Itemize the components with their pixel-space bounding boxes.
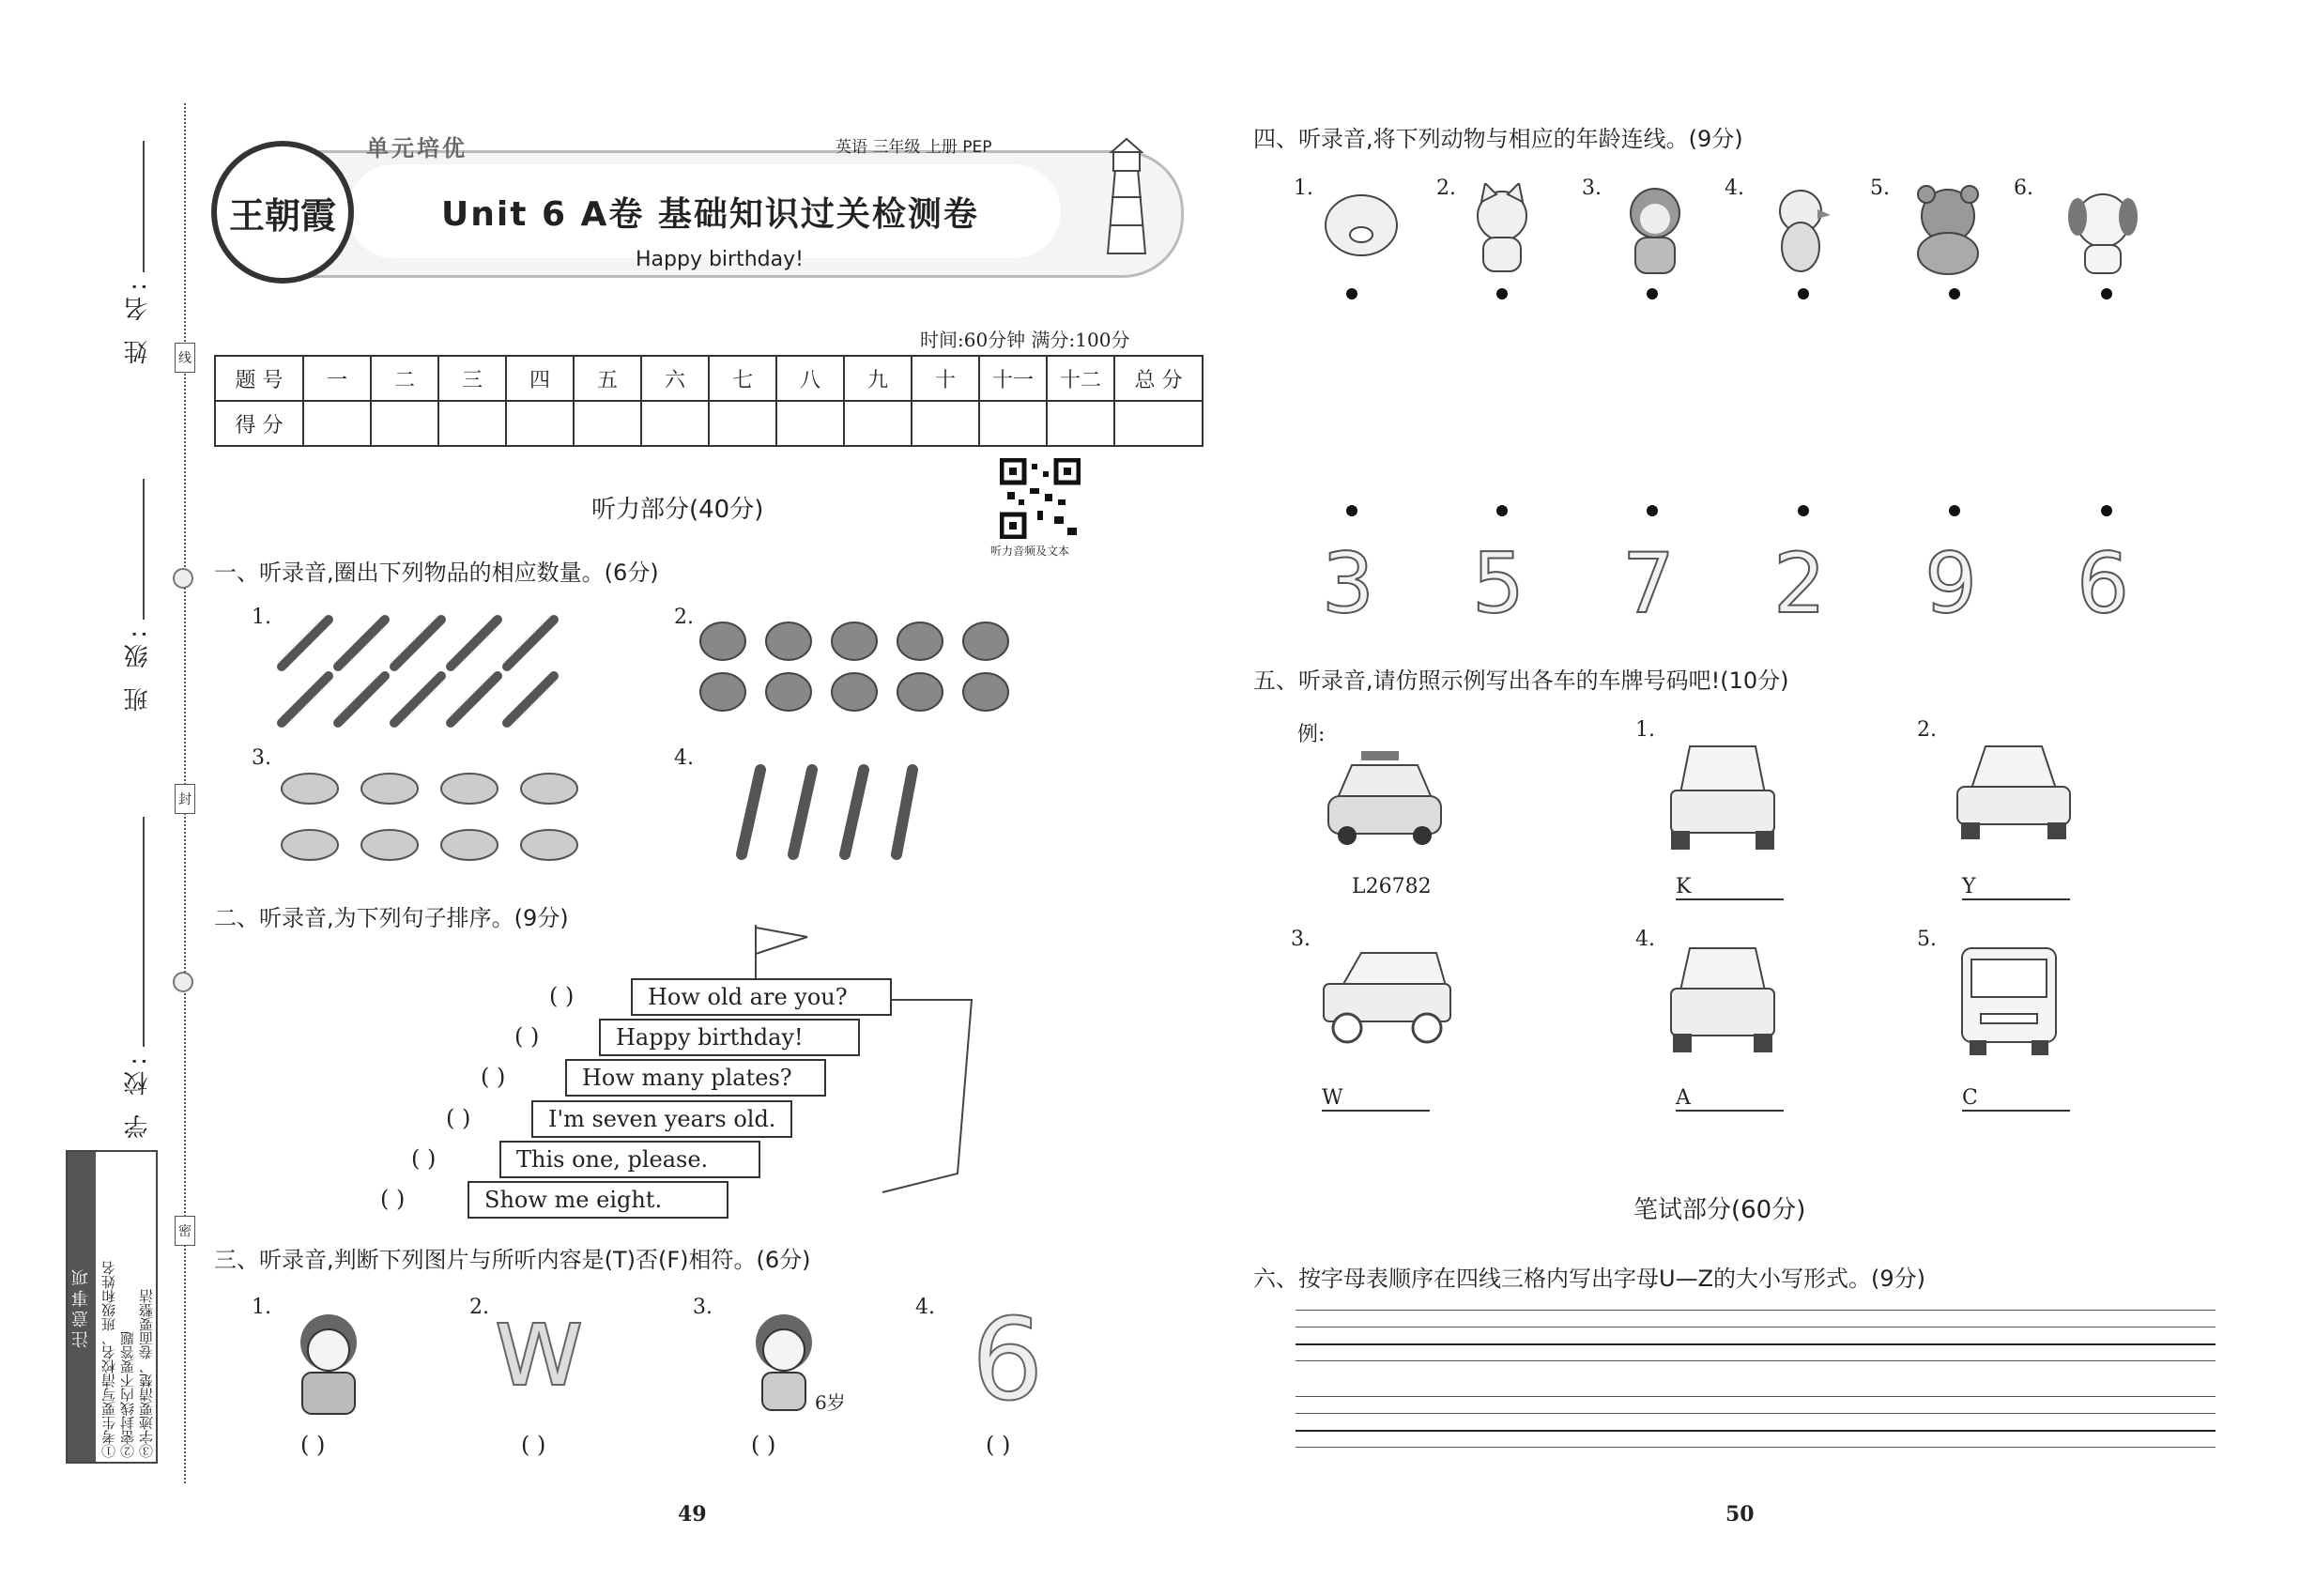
bus-icon [1953, 939, 2065, 1061]
pig-icon [1319, 183, 1403, 277]
pencils-icon[interactable] [272, 610, 563, 732]
q5-num-3: 3. [1291, 928, 1311, 951]
table-cell: 十 [912, 356, 979, 401]
tag-line: 线 [175, 343, 195, 373]
jeep-icon [1662, 742, 1784, 854]
bear-icon [1906, 183, 1990, 277]
candle-5: 5 [1472, 535, 1525, 632]
plate-input-3[interactable]: W [1322, 1086, 1430, 1112]
table-cell: 三 [438, 356, 506, 401]
q4-bottom-dot[interactable] [1798, 505, 1809, 516]
score-input-cell[interactable] [709, 401, 776, 446]
q3-heading: 三、听录音,判断下列图片与所听内容是(T)否(F)相符。(6分) [214, 1247, 811, 1273]
q2-paren-3[interactable]: ( ) [481, 1064, 506, 1090]
bird-icon [1763, 183, 1838, 277]
birds-icon[interactable] [272, 760, 591, 873]
header-meta: 英语 三年级 上册 PEP [836, 138, 992, 157]
q4-top-dot[interactable] [2101, 288, 2112, 299]
table-cell: 题 号 [215, 356, 303, 401]
van-icon [1662, 944, 1784, 1056]
q3-paren-4[interactable]: ( ) [986, 1432, 1011, 1458]
score-input-cell[interactable] [1047, 401, 1114, 446]
score-input-cell[interactable] [371, 401, 438, 446]
plate-input-4[interactable]: A [1676, 1086, 1784, 1112]
q2-sentence-1: How old are you? [631, 978, 892, 1016]
table-cell: 一 [303, 356, 371, 401]
q4-num-4: 4. [1725, 176, 1744, 200]
q4-heading: 四、听录音,将下列动物与相应的年龄连线。(9分) [1253, 126, 1743, 152]
notice-item: ②密封线内不要答题 [119, 1331, 136, 1458]
offroad-car-icon [1314, 948, 1455, 1051]
page-number-right: 50 [1725, 1502, 1755, 1527]
q3-paren-3[interactable]: ( ) [751, 1432, 776, 1458]
q5-example-label: 例: [1297, 723, 1326, 746]
score-input-cell[interactable] [641, 401, 709, 446]
table-cell: 八 [776, 356, 844, 401]
name-label: 姓 名: [124, 277, 152, 365]
q1-num-2: 2. [674, 606, 694, 629]
score-input-cell[interactable] [438, 401, 506, 446]
q6-heading: 六、按字母表顺序在四线三格内写出字母U—Z的大小写形式。(9分) [1253, 1266, 1926, 1292]
q4-top-dot[interactable] [1496, 288, 1508, 299]
example-plate: L26782 [1352, 875, 1432, 898]
plate-input-2[interactable]: Y [1962, 875, 2070, 900]
q3-paren-2[interactable]: ( ) [521, 1432, 546, 1458]
table-cell: 二 [371, 356, 438, 401]
balls-icon[interactable] [695, 615, 1014, 718]
notice-title: 注意事项 [68, 1152, 96, 1462]
q4-bottom-dot[interactable] [2101, 505, 2112, 516]
q3-num-1: 1. [252, 1296, 271, 1319]
q2-sentence-3: How many plates? [565, 1059, 826, 1097]
q5-heading: 五、听录音,请仿照示例写出各车的车牌号码吧!(10分) [1253, 668, 1789, 694]
qr-code-icon[interactable] [1000, 458, 1081, 539]
school-line [143, 817, 145, 1047]
school-label: 学 校: [124, 1051, 152, 1140]
score-input-cell[interactable] [1114, 401, 1203, 446]
q4-top-dot[interactable] [1346, 288, 1357, 299]
binding-hole [173, 568, 193, 589]
logo [211, 141, 354, 284]
q4-num-5: 5. [1870, 176, 1890, 200]
listening-title: 听力部分(40分) [591, 496, 764, 524]
q2-paren-5[interactable]: ( ) [411, 1145, 437, 1172]
candle-7: 7 [1622, 535, 1675, 632]
score-row-values [215, 401, 1203, 446]
girl-image [272, 1305, 385, 1418]
q2-paren-4[interactable]: ( ) [446, 1105, 471, 1131]
score-input-cell[interactable] [776, 401, 844, 446]
writing-area[interactable] [1296, 1305, 2216, 1455]
q1-heading: 一、听录音,圈出下列物品的相应数量。(6分) [214, 560, 659, 586]
q5-num-1: 1. [1635, 718, 1655, 742]
score-input-cell[interactable] [506, 401, 574, 446]
table-cell: 九 [844, 356, 912, 401]
notice-item: ①考生要写清校名、班级和姓名 [100, 1261, 117, 1458]
notice-box [66, 1150, 158, 1464]
q2-sentence-5: This one, please. [499, 1141, 760, 1178]
letter-w-image: w [493, 1281, 586, 1412]
score-input-cell[interactable] [912, 401, 979, 446]
writing-title: 笔试部分(60分) [1633, 1196, 1806, 1224]
q4-top-dot[interactable] [1798, 288, 1809, 299]
page-title: Unit 6 A卷 基础知识过关检测卷 [441, 195, 979, 234]
q4-bottom-dot[interactable] [1647, 505, 1658, 516]
police-car-icon [1319, 742, 1450, 854]
q4-num-1: 1. [1294, 176, 1313, 200]
q2-sentence-2: Happy birthday! [599, 1019, 860, 1056]
q1-num-3: 3. [252, 746, 271, 770]
q5-num-5: 5. [1917, 928, 1937, 951]
class-line [143, 479, 145, 620]
logo-text: 王朝霞 [228, 193, 336, 237]
table-cell: 总 分 [1114, 356, 1203, 401]
plate-input-1[interactable]: K [1676, 875, 1784, 900]
q4-num-3: 3. [1582, 176, 1602, 200]
notice-body [96, 1152, 160, 1462]
q2-sentence-4: I'm seven years old. [531, 1100, 792, 1138]
candle-3: 3 [1322, 535, 1374, 632]
page-subtitle: Happy birthday! [636, 248, 804, 271]
q2-paren-1[interactable]: ( ) [549, 983, 575, 1009]
qr-caption: 听力音频及文本 [990, 545, 1070, 558]
table-cell: 五 [574, 356, 641, 401]
page-number-left: 49 [678, 1502, 707, 1527]
q4-top-dot[interactable] [1949, 288, 1960, 299]
binding-hole [173, 972, 193, 992]
score-input-cell[interactable] [979, 401, 1047, 446]
dog-icon [2061, 183, 2145, 277]
monkey-icon [1613, 183, 1697, 277]
q4-top-dot[interactable] [1647, 288, 1658, 299]
number-6-image: 6 [972, 1296, 1044, 1426]
candle-6: 6 [2077, 535, 2129, 632]
candle-2: 2 [1773, 535, 1826, 632]
q3-paren-1[interactable]: ( ) [300, 1432, 326, 1458]
q1-num-1: 1. [252, 606, 271, 629]
pens-icon[interactable] [713, 760, 920, 864]
q4-num-2: 2. [1436, 176, 1456, 200]
candle-9: 9 [1924, 535, 1977, 632]
q5-num-2: 2. [1917, 718, 1937, 742]
age-label: 6岁 [815, 1391, 846, 1414]
table-cell: 四 [506, 356, 574, 401]
q3-num-3: 3. [693, 1296, 713, 1319]
q2-paren-2[interactable]: ( ) [514, 1023, 540, 1050]
table-cell: 十一 [979, 356, 1047, 401]
q3-num-4: 4. [915, 1296, 935, 1319]
score-input-cell[interactable] [844, 401, 912, 446]
score-input-cell[interactable] [574, 401, 641, 446]
tag-secret: 密 [175, 1216, 195, 1246]
table-cell: 得 分 [215, 401, 303, 446]
table-cell: 七 [709, 356, 776, 401]
name-line [143, 141, 145, 272]
q4-bottom-dot[interactable] [1346, 505, 1357, 516]
notice-item: ③字迹要清楚、卷面要整洁 [138, 1289, 155, 1458]
q4-num-6: 6. [2014, 176, 2033, 200]
cat-icon [1464, 183, 1549, 277]
tag-seal: 封 [175, 784, 195, 814]
q5-num-4: 4. [1635, 928, 1655, 951]
sedan-icon [1948, 742, 2079, 845]
score-input-cell[interactable] [303, 401, 371, 446]
class-label: 班 级: [124, 624, 152, 713]
q3-num-2: 2. [469, 1296, 489, 1319]
plate-input-5[interactable]: C [1962, 1086, 2070, 1112]
table-cell: 六 [641, 356, 709, 401]
q4-bottom-dot[interactable] [1949, 505, 1960, 516]
time-score: 时间:60分钟 满分:100分 [920, 329, 1130, 351]
score-table [214, 355, 1204, 447]
score-row-header [215, 356, 1203, 401]
table-cell: 十二 [1047, 356, 1114, 401]
q2-paren-6[interactable]: ( ) [380, 1186, 406, 1212]
q2-heading: 二、听录音,为下列句子排序。(9分) [214, 905, 569, 931]
boy-image [742, 1305, 826, 1413]
series-label: 单元培优 [366, 135, 468, 161]
lighthouse-icon [1080, 131, 1173, 263]
q1-num-4: 4. [674, 746, 694, 770]
q2-sentence-6: Show me eight. [468, 1181, 728, 1219]
q4-bottom-dot[interactable] [1496, 505, 1508, 516]
